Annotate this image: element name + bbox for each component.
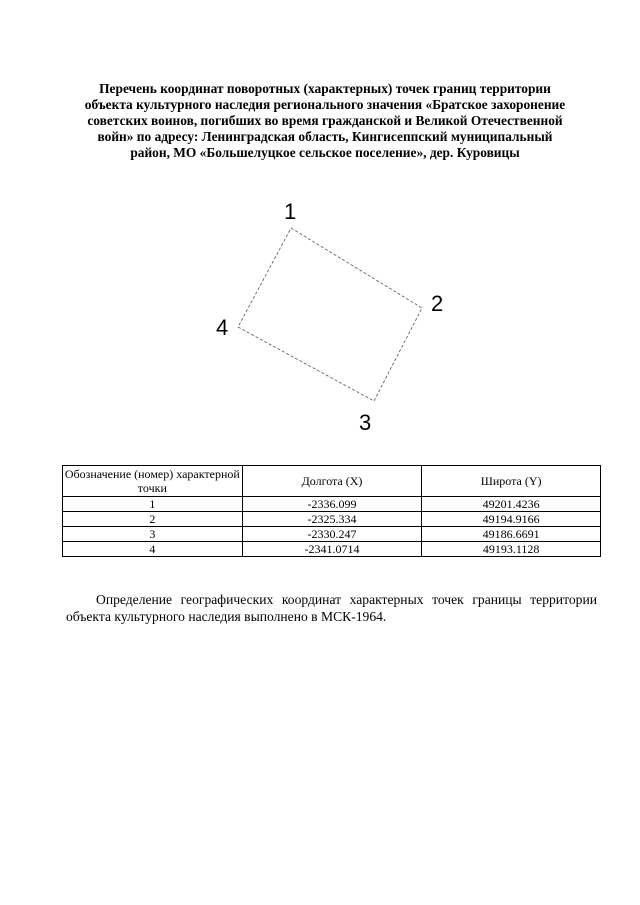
boundary-polygon (238, 228, 422, 401)
title-line: советских воинов, погибших во время гражданской и Великой Отечественной (87, 113, 563, 128)
title-line: район, МО «Большелуцкое сельское поселение», дер. Куровицы (130, 145, 520, 160)
table-header-row (63, 466, 601, 497)
cell-point: 4 (63, 542, 243, 557)
cell-y: 49194.9166 (422, 512, 601, 527)
table-row (63, 527, 601, 542)
cell-x: -2341.0714 (242, 542, 422, 557)
coordinates-table (62, 465, 601, 557)
cell-y: 49201.4236 (422, 497, 601, 512)
cell-x: -2330.247 (242, 527, 422, 542)
table-row (63, 542, 601, 557)
cell-x: -2325.334 (242, 512, 422, 527)
cell-y: 49193.1128 (422, 542, 601, 557)
table-row (63, 497, 601, 512)
table-row (63, 512, 601, 527)
title-line: объекта культурного наследия регионального значения «Братское захоронение (84, 97, 566, 112)
point-label-2: 2 (431, 291, 444, 316)
point-label-4: 4 (216, 315, 229, 340)
cell-point: 2 (63, 512, 243, 527)
cell-y: 49186.6691 (422, 527, 601, 542)
point-label-1: 1 (284, 199, 297, 224)
header-latitude: Широта (Y) (422, 466, 601, 497)
header-longitude: Долгота (X) (242, 466, 422, 497)
header-point: Обозначение (номер) характерной точки (63, 466, 243, 497)
cell-point: 1 (63, 497, 243, 512)
point-label-3: 3 (359, 410, 372, 435)
cell-x: -2336.099 (242, 497, 422, 512)
title-line: войн» по адресу: Ленинградская область, Кингисеппский муниципальный (97, 129, 553, 144)
title-line: Перечень координат поворотных (характерных) точек границ территории (99, 81, 551, 96)
cell-point: 3 (63, 527, 243, 542)
coordinate-system-note: Определение географических координат характерных точек границы территории объекта культурного наследия выполнено в МСК-1964. (66, 591, 597, 624)
